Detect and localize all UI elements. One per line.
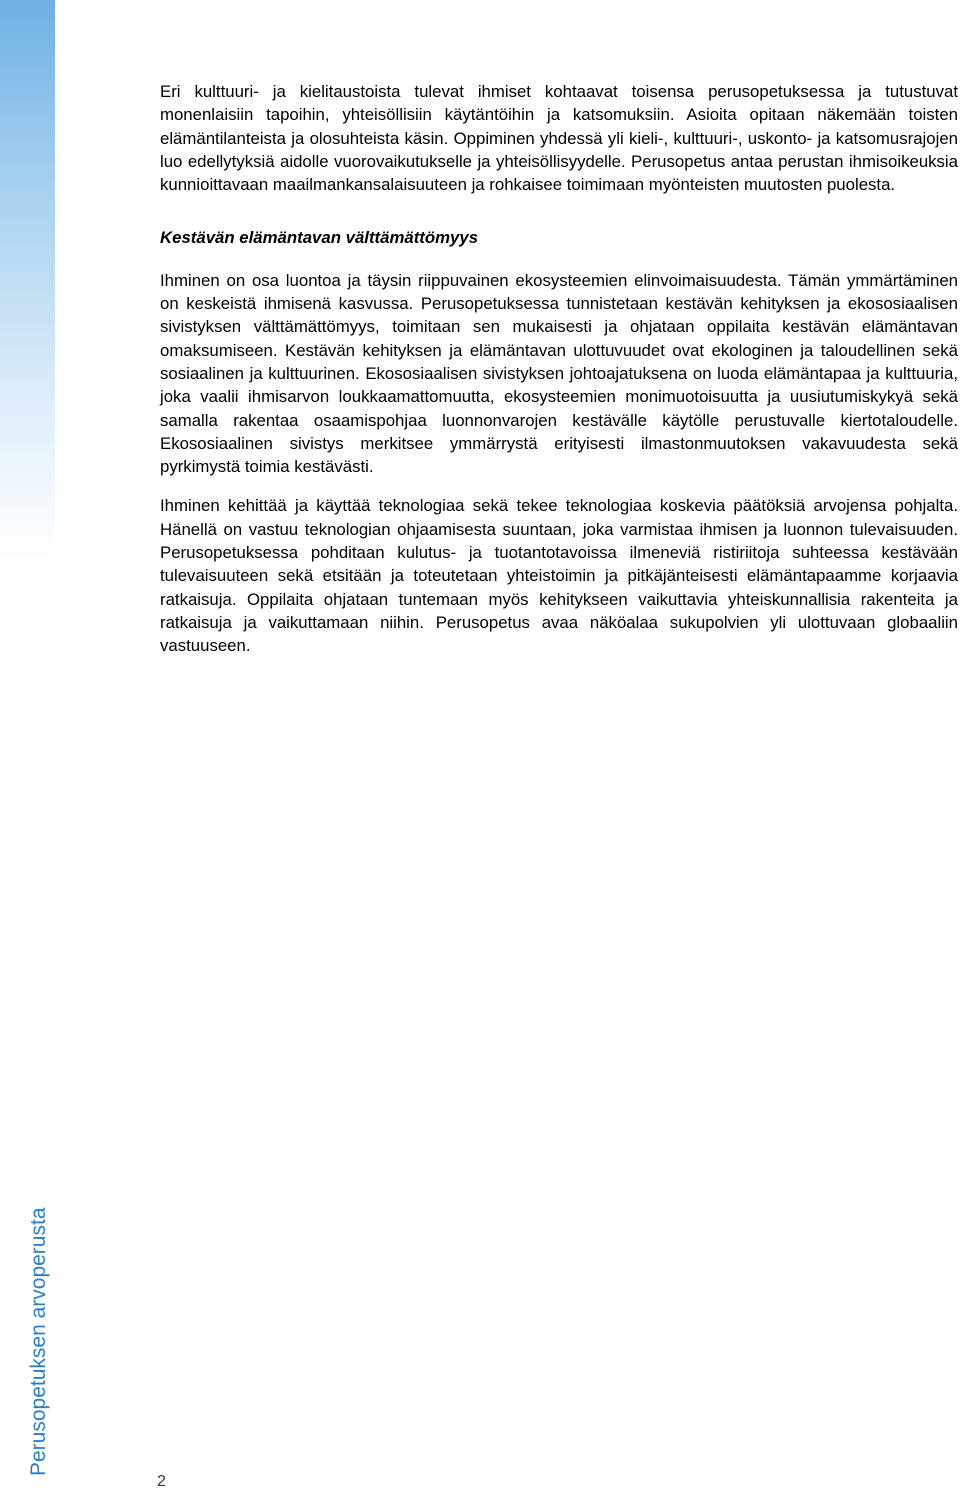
decorative-side-band	[0, 0, 55, 560]
page-number: 2	[157, 1473, 166, 1490]
page-body	[160, 80, 958, 658]
side-section-title: Perusopetuksen arvoperusta	[27, 1207, 50, 1476]
paragraph-technology: Ihminen kehittää ja käyttää teknologiaa sekä tekee teknologiaa koskevia päätöksiä arvojensa pohjalta. Hänellä on vastuu teknologian ohjaamisesta suuntaan, joka varmistaa ihmisen ja luonnon tulevaisuuden. Perusopetuksessa pohditaan kulutus- ja tuotantotavoissa ilmeneviä ristiriitoja suhteessa kestävään tulevaisuuteen sekä etsitään ja toteutetaan yhteistoimin ja pitkäjänteisesti elämäntapaamme korjaavia ratkaisuja. Oppilaita ohjataan tuntemaan myös kehitykseen vaikuttavia yhteiskunnallisia rakenteita ja ratkaisuja ja vaikuttamaan niihin. Perusopetus avaa näköalaa sukupolvien yli ulottuvaan globaaliin vastuuseen.	[160, 496, 958, 656]
paragraph-intro: Eri kulttuuri- ja kielitaustoista tulevat ihmiset kohtaavat toisensa perusopetuksessa ja tutustuvat monenlaisiin tapoihin, yhteisöllisiin käytäntöihin ja katsomuksiin. Asioita opitaan näkemään toisten elämäntilanteista ja olosuhteista käsin. Oppiminen yhdessä yli kieli-, kulttuuri-, uskonto- ja katsomusrajojen luo edellytyksiä aidolle vuorovaikutukselle ja yhteisöllisyydelle. Perusopetus antaa perustan ihmisoikeuksia kunnioittavaan maailmankansalaisuuteen ja rohkaisee toimimaan myönteisten muutosten puolesta.	[160, 82, 958, 195]
section-heading: Kestävän elämäntavan välttämättömyys	[160, 228, 479, 248]
paragraph-sustainability: Ihminen on osa luontoa ja täysin riippuvainen ekosysteemien elinvoimaisuudesta. Tämän ymmärtäminen on keskeistä ihmisenä kasvussa. Perusopetuksessa tunnistetaan kestävän kehityksen ja ekososiaalisen sivistyksen välttämättömyys, toimitaan sen mukaisesti ja ohjataan oppilaita kestävän elämäntavan omaksumiseen. Kestävän kehityksen ja elämäntavan ulottuvuudet ovat ekologinen ja taloudellinen sekä sosiaalinen ja kulttuurinen. Ekososiaalisen sivistyksen johtoajatuksena on luoda elämäntapaa ja kulttuuria, joka vaalii ihmisarvon loukkaamattomuutta, ekosysteemien monimuotoisuutta ja uusiutumiskykyä sekä samalla rakentaa osaamispohjaa luonnonvarojen kestävälle käytölle perustuvalle kiertotaloudelle. Ekososiaalinen sivistys merkitsee ymmärrystä erityisesti ilmastonmuutoksen vakavuudesta sekä pyrkimystä toimia kestävästi.	[160, 270, 958, 477]
